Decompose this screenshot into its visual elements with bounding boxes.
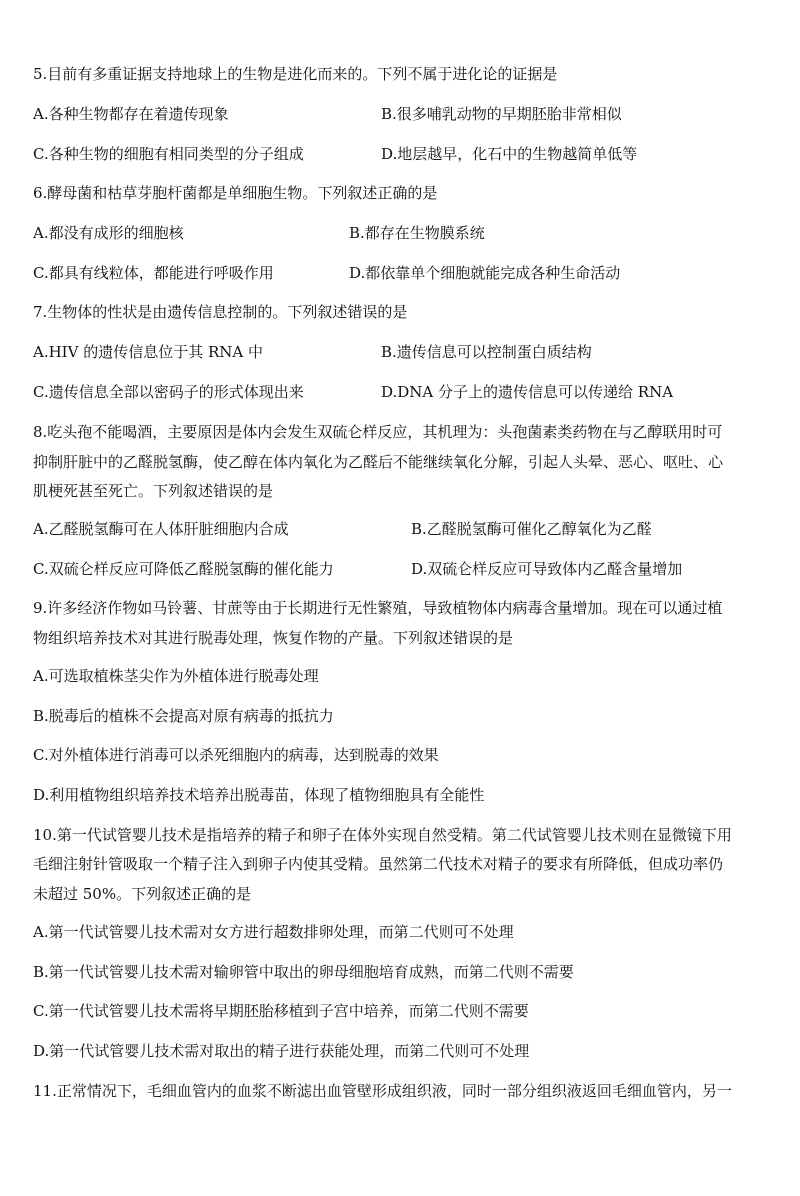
question-5-option-d: D.地层越早，化石中的生物越简单低等 bbox=[381, 145, 638, 163]
question-6-option-a: A.都没有成形的细胞核 bbox=[33, 224, 184, 242]
question-5-option-b: B.很多哺乳动物的早期胚胎非常相似 bbox=[381, 105, 622, 123]
question-9-stem-line-1: 9.许多经济作物如马铃薯、甘蔗等由于长期进行无性繁殖，导致植物体内病毒含量增加。现在可以通过植 bbox=[33, 599, 723, 617]
question-8-stem-line-3: 肌梗死甚至死亡。下列叙述错误的是 bbox=[33, 482, 274, 500]
question-8-stem-line-1: 8.吃头孢不能喝酒，主要原因是体内会发生双硫仑样反应，其机理为：头孢菌素类药物在与乙醇联用时可 bbox=[33, 423, 723, 441]
question-8-stem-line-2: 抑制肝脏中的乙醛脱氢酶，使乙醇在体内氧化为乙醛后不能继续氧化分解，引起人头晕、恶心、呕吐、心 bbox=[33, 453, 724, 471]
question-10-option-d: D.第一代试管婴儿技术需对取出的精子进行获能处理，而第二代则可不处理 bbox=[33, 1042, 530, 1060]
question-10-stem-line-2: 毛细注射针管吸取一个精子注入到卵子内使其受精。虽然第二代技术对精子的要求有所降低，但成功率仍 bbox=[33, 855, 724, 873]
question-7-option-c: C.遗传信息全部以密码子的形式体现出来 bbox=[33, 383, 304, 401]
question-6-option-c: C.都具有线粒体，都能进行呼吸作用 bbox=[33, 264, 274, 282]
question-8-option-a: A.乙醛脱氢酶可在人体肝脏细胞内合成 bbox=[33, 520, 289, 538]
question-6-option-b: B.都存在生物膜系统 bbox=[349, 224, 485, 242]
question-10-stem-line-1: 10.第一代试管婴儿技术是指培养的精子和卵子在体外实现自然受精。第二代试管婴儿技术则在显微镜下用 bbox=[33, 826, 732, 844]
question-7-stem: 7.生物体的性状是由遗传信息控制的。下列叙述错误的是 bbox=[33, 303, 408, 321]
question-10-stem-line-3: 未超过 50%。下列叙述正确的是 bbox=[33, 885, 252, 903]
question-9-option-a: A.可选取植株茎尖作为外植体进行脱毒处理 bbox=[33, 667, 319, 685]
question-11-stem-line-1: 11.正常情况下，毛细血管内的血浆不断滤出血管壁形成组织液，同时一部分组织液返回毛细血管内，另一 bbox=[33, 1082, 732, 1100]
question-9-option-d: D.利用植物组织培养技术培养出脱毒苗，体现了植物细胞具有全能性 bbox=[33, 786, 485, 804]
question-7-option-a: A.HIV 的遗传信息位于其 RNA 中 bbox=[33, 343, 263, 361]
question-7-option-d: D.DNA 分子上的遗传信息可以传递给 RNA bbox=[381, 383, 674, 401]
question-5-option-c: C.各种生物的细胞有相同类型的分子组成 bbox=[33, 145, 304, 163]
question-6-option-d: D.都依靠单个细胞就能完成各种生命活动 bbox=[349, 264, 621, 282]
question-8-option-d: D.双硫仑样反应可导致体内乙醛含量增加 bbox=[411, 560, 683, 578]
question-7-option-b: B.遗传信息可以控制蛋白质结构 bbox=[381, 343, 592, 361]
question-5-option-a: A.各种生物都存在着遗传现象 bbox=[33, 105, 229, 123]
question-9-option-b: B.脱毒后的植株不会提高对原有病毒的抵抗力 bbox=[33, 707, 334, 725]
question-6-stem: 6.酵母菌和枯草芽胞杆菌都是单细胞生物。下列叙述正确的是 bbox=[33, 184, 438, 202]
question-8-option-b: B.乙醛脱氢酶可催化乙醇氧化为乙醛 bbox=[411, 520, 652, 538]
question-10-option-b: B.第一代试管婴儿技术需对输卵管中取出的卵母细胞培育成熟，而第二代则不需要 bbox=[33, 963, 574, 981]
question-10-option-c: C.第一代试管婴儿技术需将早期胚胎移植到子宫中培养，而第二代则不需要 bbox=[33, 1002, 529, 1020]
question-8-option-c: C.双硫仑样反应可降低乙醛脱氢酶的催化能力 bbox=[33, 560, 334, 578]
question-9-option-c: C.对外植体进行消毒可以杀死细胞内的病毒，达到脱毒的效果 bbox=[33, 746, 439, 764]
question-5-stem: 5.目前有多重证据支持地球上的生物是进化而来的。下列不属于进化论的证据是 bbox=[33, 65, 558, 83]
question-10-option-a: A.第一代试管婴儿技术需对女方进行超数排卵处理，而第二代则可不处理 bbox=[33, 923, 514, 941]
question-9-stem-line-2: 物组织培养技术对其进行脱毒处理，恢复作物的产量。下列叙述错误的是 bbox=[33, 629, 514, 647]
